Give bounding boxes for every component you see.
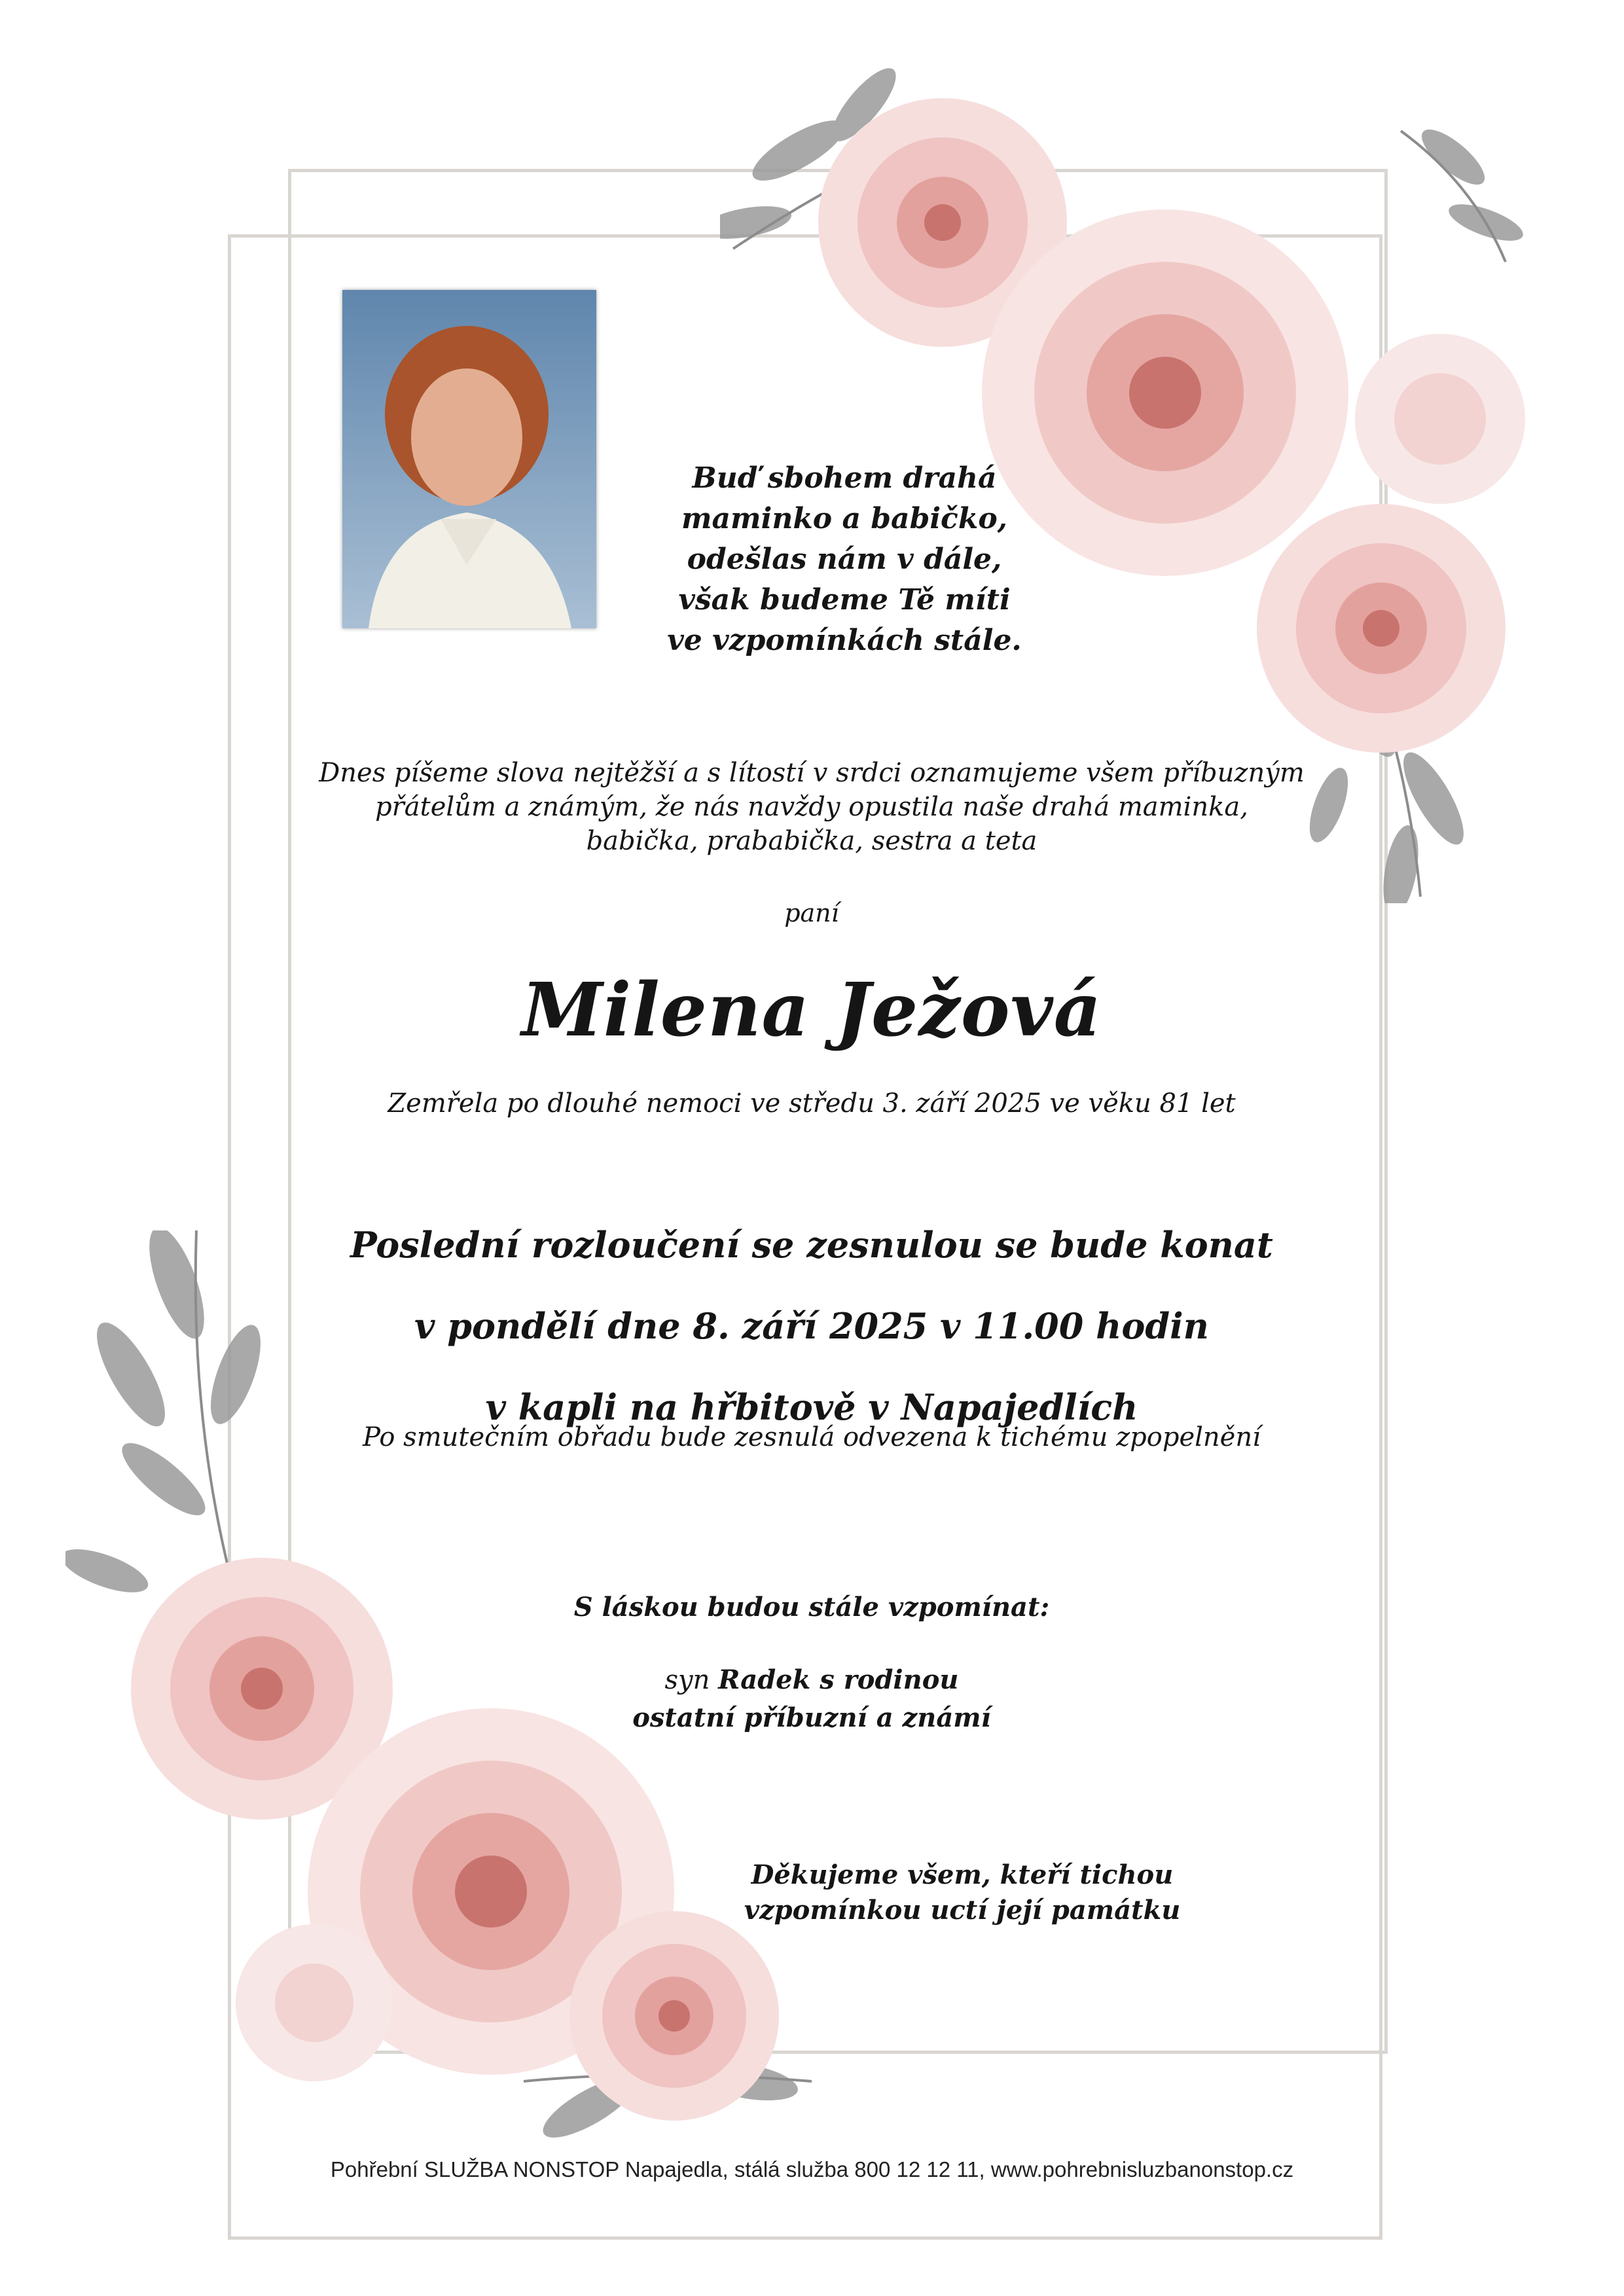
- poem-line: Buď sbohem drahá: [692, 461, 997, 495]
- funeral-line: v kapli na hřbitově v Napajedlích: [485, 1386, 1138, 1428]
- thanks-note: [740, 1857, 1185, 1928]
- funeral-service-footer: Pohřební SLUŽBA NONSTOP Napajedla, stálá služba 800 12 12 11, www.pohrebnisluzbanonstop.cz: [330, 2157, 1294, 2181]
- thanks-line: vzpomínkou uctí její památku: [744, 1895, 1181, 1926]
- funeral-details: [249, 1204, 1375, 1448]
- mourners-list: [419, 1661, 1204, 1737]
- announcement-line: přátelům a známým, že nás navždy opustila naše drahá maminka,: [375, 792, 1248, 822]
- announcement-line: babička, prababička, sestra a teta: [586, 826, 1038, 856]
- death-notice: Zemřela po dlouhé nemoci ve středu 3. září 2025 ve věku 81 let: [388, 1088, 1236, 1119]
- announcement-text: [249, 756, 1375, 858]
- mourner-son: [419, 1661, 1204, 1699]
- mourners-heading: S láskou budou stále vzpomínat:: [573, 1592, 1050, 1623]
- poem-line: však budeme Tě míti: [678, 583, 1011, 617]
- mourner-others: [419, 1699, 1204, 1737]
- others-text: ostatní příbuzní a známí: [632, 1702, 991, 1733]
- poem-line: maminko a babičko,: [681, 502, 1007, 535]
- portrait-photo: [342, 290, 596, 628]
- funeral-line: v pondělí dne 8. září 2025 v 11.00 hodin: [414, 1305, 1209, 1347]
- son-name: Radek s rodinou: [718, 1664, 959, 1695]
- poem-line: ve vzpomínkách stále.: [667, 624, 1022, 657]
- funeral-line: Poslední rozloučení se zesnulou se bude konat: [350, 1224, 1273, 1266]
- deceased-name: Milena Ježová: [521, 967, 1102, 1053]
- farewell-poem: [589, 458, 1100, 661]
- thanks-line: Děkujeme všem, kteří tichou: [751, 1859, 1174, 1890]
- poem-line: odešlas nám v dále,: [687, 543, 1002, 576]
- son-prefix: syn: [664, 1665, 710, 1695]
- cremation-note: Po smutečním obřadu bude zesnulá odvezena k tichému zpopelnění: [363, 1422, 1261, 1452]
- honorific: paní: [784, 899, 839, 927]
- announcement-line: Dnes píšeme slova nejtěžší a s lítostí v srdci oznamujeme všem příbuzným: [319, 758, 1305, 788]
